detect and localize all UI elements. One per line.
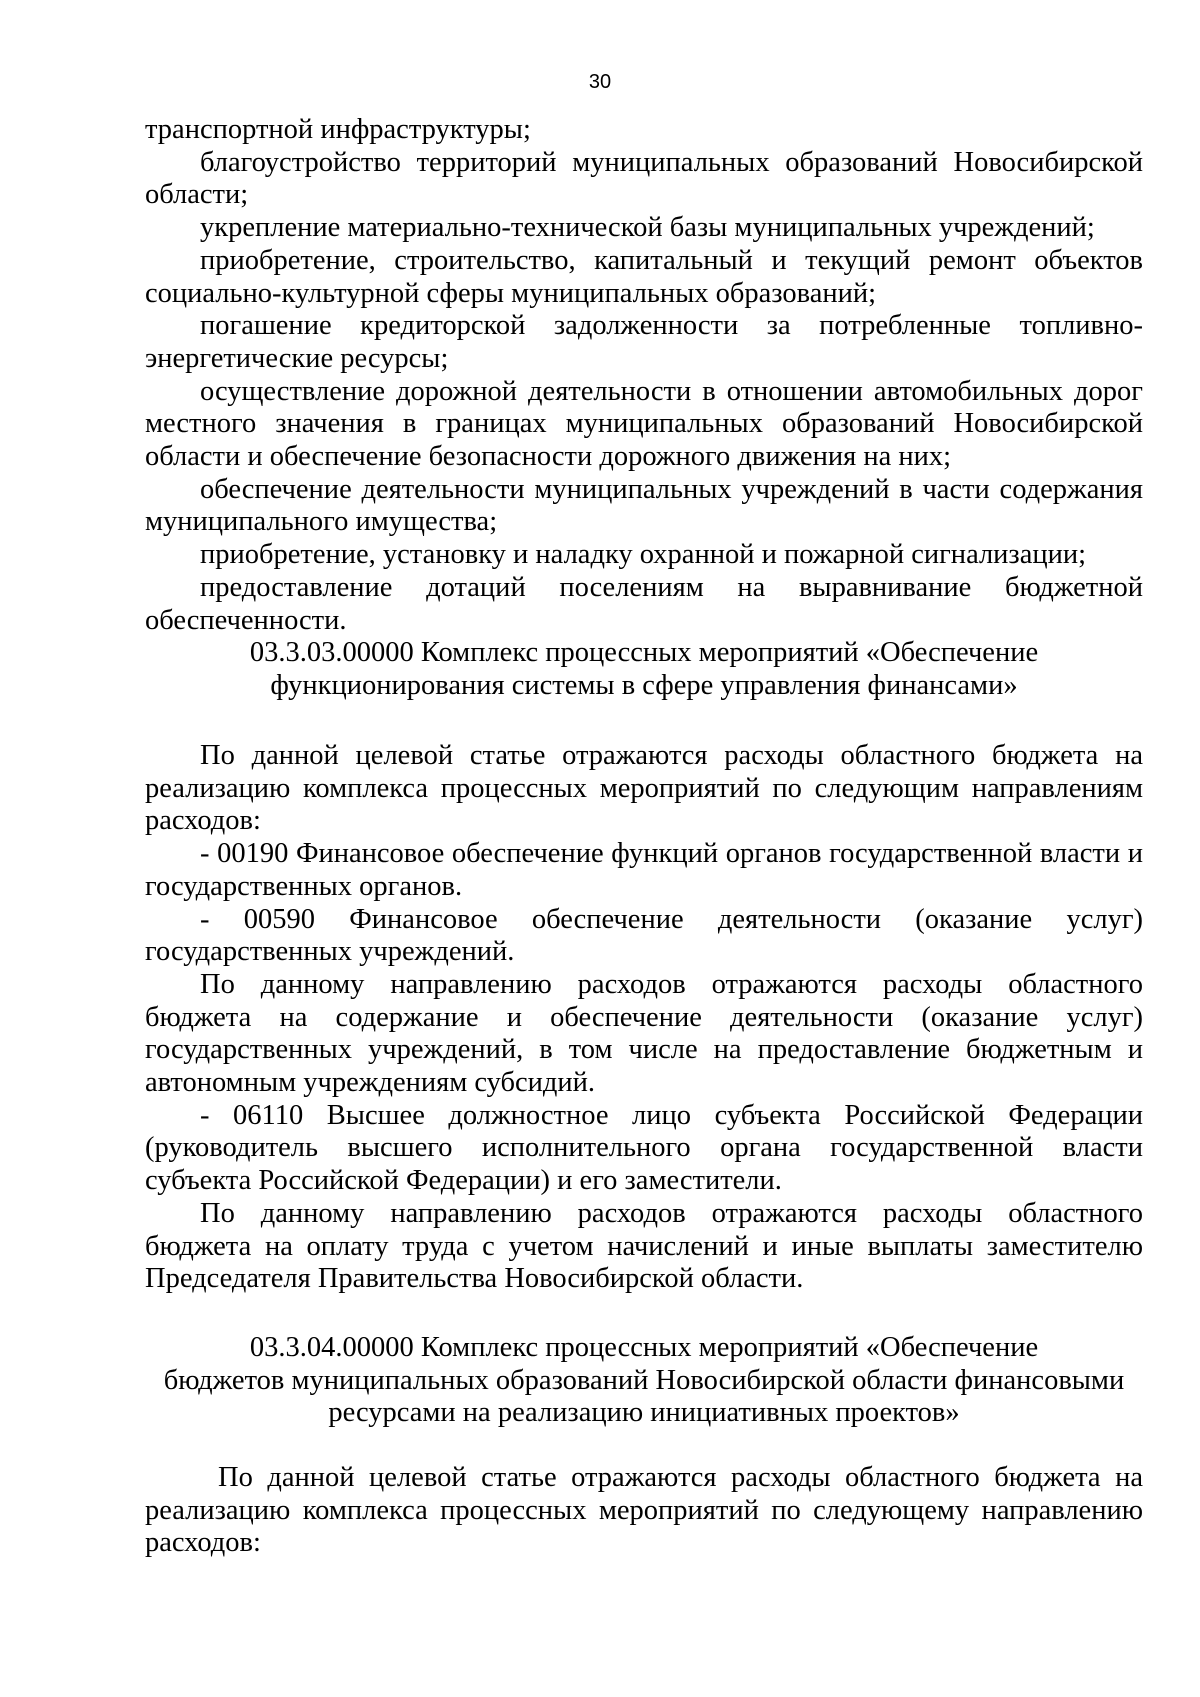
paragraph-item-00590: - 00590 Финансовое обеспечение деятельности (оказание услуг) государственных учреждений. (145, 903, 1143, 968)
heading-line: 03.3.03.00000 Комплекс процессных мероприятий «Обеспечение (249, 637, 1039, 669)
section-heading-03-3-04 (145, 1332, 1143, 1430)
paragraph-00590-details: По данному направлению расходов отражаются расходы областного бюджета на содержание и обеспечение деятельности (оказание услуг) государственных учреждений, в том числе на предоставление бюджетным и автономным учреждениям субсидий. (145, 968, 1143, 1099)
paragraph-intro: По данной целевой статье отражаются расходы областного бюджета на реализацию комплекса процессных мероприятий по следующим направлениям расходов: (145, 740, 1143, 837)
paragraph-item-00190: - 00190 Финансовое обеспечение функций органов государственной власти и государственных органов. (145, 838, 1143, 902)
paragraph-alarm-systems: приобретение, установку и наладку охранной и пожарной сигнализации; (200, 539, 1087, 571)
paragraph-06110-details: По данному направлению расходов отражаются расходы областного бюджета на оплату труда с учетом начислений и иные выплаты заместителю Председателя Правительства Новосибирской области. (145, 1197, 1143, 1295)
paragraph-construction: приобретение, строительство, капитальный и текущий ремонт объектов социально-культурной сферы муниципальных образований; (145, 244, 1143, 309)
paragraph-subsidies: предоставление дотаций поселениям на выравнивание бюджетной обеспеченности. (145, 571, 1143, 636)
paragraph-item-06110: - 06110 Высшее должностное лицо субъекта Российской Федерации (руководитель высшего исполнительного органа государственной власти субъекта Российской Федерации) и его заместители. (145, 1099, 1143, 1197)
section-03-3-04-body (145, 1462, 1143, 1560)
section-03-3-03-body (145, 740, 1143, 1296)
heading-line: бюджетов муниципальных образований Новосибирской области финансовыми (163, 1364, 1125, 1396)
section-heading-text (145, 1332, 1143, 1430)
paragraph-debt-repayment: погашение кредиторской задолженности за потребленные топливно-энергетические ресурсы; (145, 310, 1143, 374)
paragraph-road-activity: осуществление дорожной деятельности в отношении автомобильных дорог местного значения в границах муниципальных образований Новосибирской области и обеспечение безопасности дорожного движения на них; (145, 375, 1143, 473)
paragraph-municipal-property: обеспечение деятельности муниципальных учреждений в части содержания муниципального имущества; (145, 473, 1143, 538)
heading-line: функционирования системы в сфере управления финансами» (270, 669, 1018, 701)
section-heading-03-3-03 (145, 637, 1143, 702)
heading-line: ресурсами на реализацию инициативных проектов» (328, 1397, 960, 1429)
paragraph-transport: транспортной инфраструктуры; (145, 114, 531, 145)
paragraph-material-base: укрепление материально-технической базы муниципальных учреждений; (200, 212, 1095, 244)
heading-line: 03.3.04.00000 Комплекс процессных мероприятий «Обеспечение (249, 1332, 1039, 1363)
page-number: 30 (588, 71, 612, 93)
section-continuation (145, 114, 1143, 703)
paragraph-landscaping: благоустройство территорий муниципальных образований Новосибирской области; (145, 146, 1143, 211)
paragraph-intro: По данной целевой статье отражаются расходы областного бюджета на реализацию комплекса процессных мероприятий по следующему направлению расходов: (145, 1462, 1143, 1559)
